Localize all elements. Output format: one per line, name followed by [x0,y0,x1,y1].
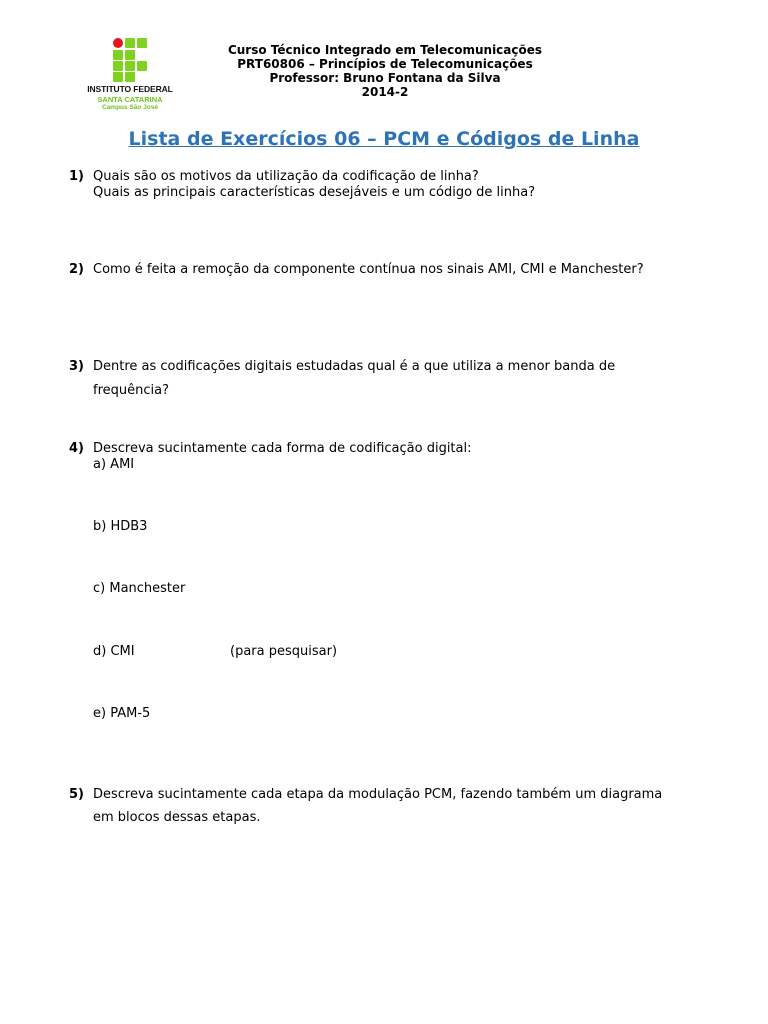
logo-name: INSTITUTO FEDERAL [87,84,173,94]
question-text [93,783,729,829]
question-line: Quais as principais características desejáveis e um código de linha? [93,185,536,200]
question-line: Quais são os motivos da utilização da codificação de linha? [93,169,479,184]
question-line: em blocos dessas etapas. [93,810,261,825]
question-text [93,169,729,201]
logo-campus: Campus São José [102,104,158,111]
logo-square [125,61,135,71]
logo-square [113,72,123,82]
header-professor: Professor: Bruno Fontana da Silva [269,71,501,85]
question-number: 4) [69,441,84,456]
question-line: frequência? [93,383,169,398]
logo-square [125,72,135,82]
question-number: 5) [69,787,84,802]
logo-square [125,38,135,48]
item-cmi-note: (para pesquisar) [230,644,338,659]
question-text [93,441,729,457]
question-number: 2) [69,262,84,277]
question-number: 1) [69,169,84,184]
header-course: Curso Técnico Integrado em Telecomunicações [227,43,543,57]
item-cmi: d) CMI [93,644,135,659]
question-line: Como é feita a remoção da componente contínua nos sinais AMI, CMI e Manchester? [93,262,644,277]
question-text [93,262,729,278]
logo-square [137,61,147,71]
item-hdb3: b) HDB3 [93,519,148,534]
question-line: Descreva sucintamente cada forma de codificação digital: [93,441,472,456]
question-text [93,355,729,403]
logo-red-dot [113,38,123,48]
course-header [180,43,590,99]
logo-square [113,61,123,71]
question-line: Descreva sucintamente cada etapa da modulação PCM, fazendo também um diagrama [93,787,663,802]
logo-square [137,38,147,48]
item-manchester: c) Manchester [93,581,186,596]
logo-square [125,50,135,60]
header-subject: PRT60806 – Princípios de Telecomunicações [237,57,533,71]
logo-square [113,50,123,60]
logo-state: SANTA CATARINA [97,95,163,104]
institute-logo [82,37,178,117]
item-ami: a) AMI [93,457,135,472]
header-term: 2014-2 [361,85,409,99]
page-title: Lista de Exercícios 06 – PCM e Códigos de Linha [128,128,640,150]
item-pam5: e) PAM-5 [93,706,151,721]
question-line: Dentre as codificações digitais estudadas qual é a que utiliza a menor banda de [93,359,616,374]
question-number: 3) [69,359,84,374]
